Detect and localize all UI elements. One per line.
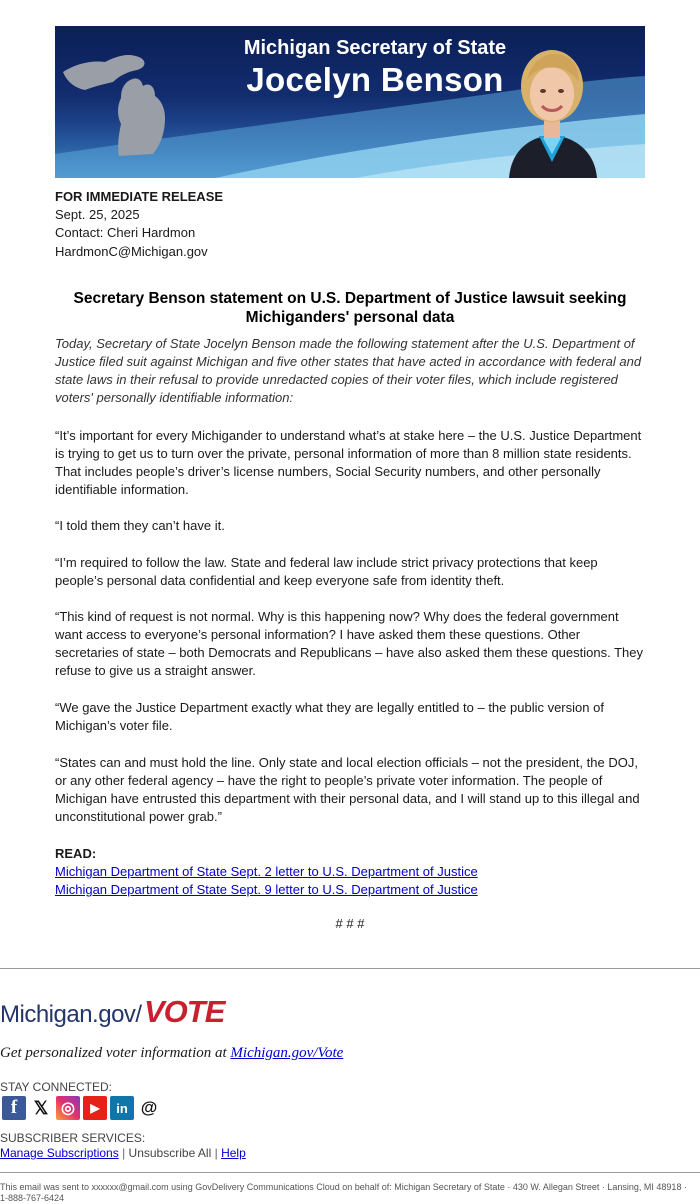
logo-vote-text: VOTE bbox=[144, 994, 225, 1029]
statement-paragraph-1: “It’s important for every Michigander to understand what’s at stake here – the U.S. Justice Department is trying to get us to turn over the private, personal information of more than 8 million state residents. That includes people’s driver’s license numbers, Social Security numbers, and other personally identifiable information. bbox=[55, 428, 642, 497]
banner-title-name: Jocelyn Benson bbox=[246, 61, 504, 98]
separator: | bbox=[214, 1146, 218, 1160]
release-contact-email: HardmonC@Michigan.gov bbox=[55, 244, 208, 259]
intro-paragraph: Today, Secretary of State Jocelyn Benson made the following statement after the U.S. Department of Justice filed suit against Michigan and five other states that have acted in accordance with federal and state laws in their refusal to provide unredacted copies of their voter files, which include registered voters' personally identifiable information: bbox=[55, 336, 642, 405]
michigan-vote-link[interactable]: Michigan.gov/Vote bbox=[230, 1045, 344, 1061]
x-icon[interactable]: 𝕏 bbox=[29, 1096, 53, 1120]
linkedin-icon[interactable]: in bbox=[110, 1096, 134, 1120]
statement-paragraph-5: “We gave the Justice Department exactly what they are legally entitled to – the public version of Michigan’s voter file. bbox=[55, 700, 604, 733]
subscriber-services-label: SUBSCRIBER SERVICES: bbox=[0, 1131, 146, 1145]
facebook-icon[interactable]: f bbox=[2, 1096, 26, 1120]
separator: | bbox=[122, 1146, 126, 1160]
michigan-vote-logo[interactable] bbox=[0, 986, 230, 1030]
sept-2-letter-link[interactable]: Michigan Department of State Sept. 2 letter to U.S. Department of Justice bbox=[55, 864, 478, 879]
read-label: READ: bbox=[55, 846, 97, 861]
threads-icon[interactable]: @ bbox=[137, 1096, 161, 1120]
footer-divider bbox=[0, 968, 700, 969]
press-release-headline: Secretary Benson statement on U.S. Department of Justice lawsuit seeking Michiganders' personal data bbox=[73, 290, 627, 326]
footer-divider-2 bbox=[0, 1172, 700, 1173]
delivery-note: This email was sent to xxxxxx@gmail.com using GovDelivery Communications Cloud on behalf of: Michigan Secretary of State · 430 W. Allegan Street · Lansing, MI 48918 · 1-888-767-6424 bbox=[0, 1182, 687, 1203]
personal-info-text: Get personalized voter information at bbox=[0, 1045, 231, 1061]
release-date: Sept. 25, 2025 bbox=[55, 207, 140, 222]
release-label: FOR IMMEDIATE RELEASE bbox=[55, 189, 224, 204]
help-link[interactable]: Help bbox=[221, 1146, 246, 1160]
subscriber-services-links bbox=[0, 1146, 246, 1160]
unsubscribe-all-text: Unsubscribe All bbox=[128, 1146, 212, 1160]
instagram-icon[interactable]: ◎ bbox=[56, 1096, 80, 1120]
stay-connected-label: STAY CONNECTED: bbox=[0, 1080, 113, 1094]
michigan-map-icon bbox=[61, 42, 181, 162]
banner-title-office: Michigan Secretary of State bbox=[243, 37, 507, 59]
portrait-photo bbox=[487, 36, 617, 178]
sept-9-letter-link[interactable]: Michigan Department of State Sept. 9 letter to U.S. Department of Justice bbox=[55, 882, 478, 897]
end-mark: # # # bbox=[335, 916, 365, 931]
statement-paragraph-2: “I told them they can’t have it. bbox=[55, 518, 225, 533]
youtube-icon[interactable]: ▶ bbox=[83, 1096, 107, 1120]
header-banner bbox=[55, 26, 645, 178]
statement-paragraph-3: “I’m required to follow the law. State and federal law include strict privacy protections that keep people’s personal data confidential and keep everyone safe from identity theft. bbox=[55, 555, 598, 588]
release-contact: Contact: Cheri Hardmon bbox=[55, 225, 196, 240]
statement-paragraph-4: “This kind of request is not normal. Why is this happening now? Why does the federal government want access to everyone’s personal information? I have asked them these questions. Other secretaries of state – both Democrats and Republicans – have also asked them these questions. They refuse to give us a straight answer. bbox=[55, 609, 643, 678]
logo-gov-text: Michigan.gov/ bbox=[0, 1001, 142, 1028]
personal-info-line bbox=[0, 1045, 343, 1062]
manage-subscriptions-link[interactable]: Manage Subscriptions bbox=[0, 1146, 119, 1160]
statement-paragraph-6: “States can and must hold the line. Only state and local election officials – not the president, the DOJ, or any other federal agency – have the right to people’s private voter information. The people of Michigan have entrusted this department with their personal data, and I will stand up to this illegal and unconstitutional power grab.” bbox=[55, 755, 640, 824]
